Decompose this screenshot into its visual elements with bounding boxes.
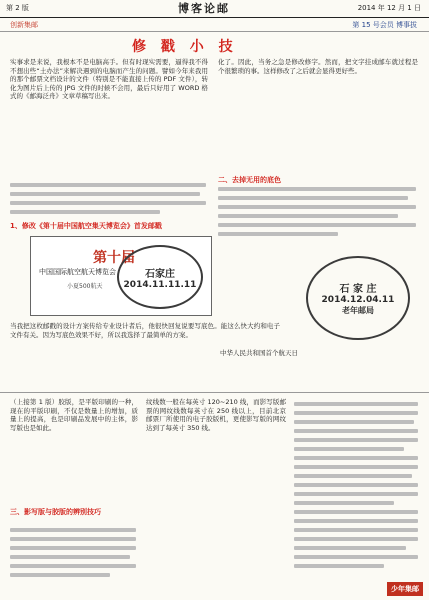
bottom-left-paragraph: （上接第 1 版）胶版，是平版印刷的一种，现在的平版印刷，不仅是数量上的增加，质量上的提高，也是印刷品发展中的主体，影写版也是如此。 <box>10 398 138 432</box>
cover-caption: 中华人民共和国首个航天日 <box>220 349 298 357</box>
postmark-date: 2014.11.11.11 <box>123 279 197 290</box>
middle-paragraph: 当我把这枚邮戳的设计方案传给专业设计者后，他很快回复说要写底色。能这么快大约和电子文件有关。因为写底色效果不好，所以我选择了最简单的方案。 <box>10 322 280 339</box>
section-heading-2: 二、去掉无用的底色 <box>218 176 281 184</box>
column-name: 创新集邮 <box>10 21 38 29</box>
postmark-right-city: 石 家 庄 <box>339 284 377 295</box>
issue-info: 第 15 号会员 博事拔 <box>352 21 417 29</box>
postmark-right-date: 2014.12.04.11 <box>321 295 395 305</box>
postmark-right-sub: 老年邮局 <box>342 306 374 315</box>
masthead-title: 博客论邮 <box>178 2 230 15</box>
postmark-right <box>306 256 410 340</box>
article-title: 修 戳 小 技 <box>132 39 238 55</box>
sub-header <box>0 18 429 32</box>
cover-subtitle: 中国国际航空航天博览会 <box>39 268 116 276</box>
page-number: 第 2 版 <box>6 4 29 12</box>
postmark-right-area <box>220 250 418 366</box>
bottom-middle-paragraph: 纹线数一般在每英寸 120~210 线，而影写版邮票的网纹线数每英寸在 250 线以上，目前北京邮票厂所使用的电子胶版机，更使影写版的网纹达到了每英寸 350 线。 <box>146 398 286 432</box>
postmark-city: 石家庄 <box>145 268 175 280</box>
logo-badge: 少年集邮 <box>387 582 423 596</box>
right-column-paragraph: 化了。因此，当务之急是修改修字。然而，把文字挂成邮车就过程是个很繁琐的事。这样修改了之后就会显得更好些。 <box>218 58 418 75</box>
commemorative-cover <box>30 236 212 316</box>
issue-date: 2014 年 12 月 1 日 <box>357 4 421 12</box>
intro-paragraph: 实事求是来说，我根本不是电脑高手。但有时现实需要，逼得我不得不想出些“土办法”来解决遇到的电脑而产生的问题。譬如今年来我用的那个邮票文档设计的文件（特别是不能直接上传的 PDF 文件），转化为图片后上传的 JPG 文件的时候不会用，最后只好用了 WORD 格式的《邮海泛舟》文章草稿写出来。 <box>10 58 208 101</box>
postmark-left <box>117 245 203 309</box>
section-heading-1: 1、修改《第十届中国航空集天博览会》首发邮戳 <box>10 222 162 230</box>
section-heading-3: 三、影写版与胶版的辨别技巧 <box>10 508 101 516</box>
section-divider <box>0 392 429 393</box>
page-header <box>0 0 429 18</box>
cover-subtitle-2: 小夏500航天 <box>67 283 103 290</box>
cover-title: 第十届 <box>93 250 135 266</box>
